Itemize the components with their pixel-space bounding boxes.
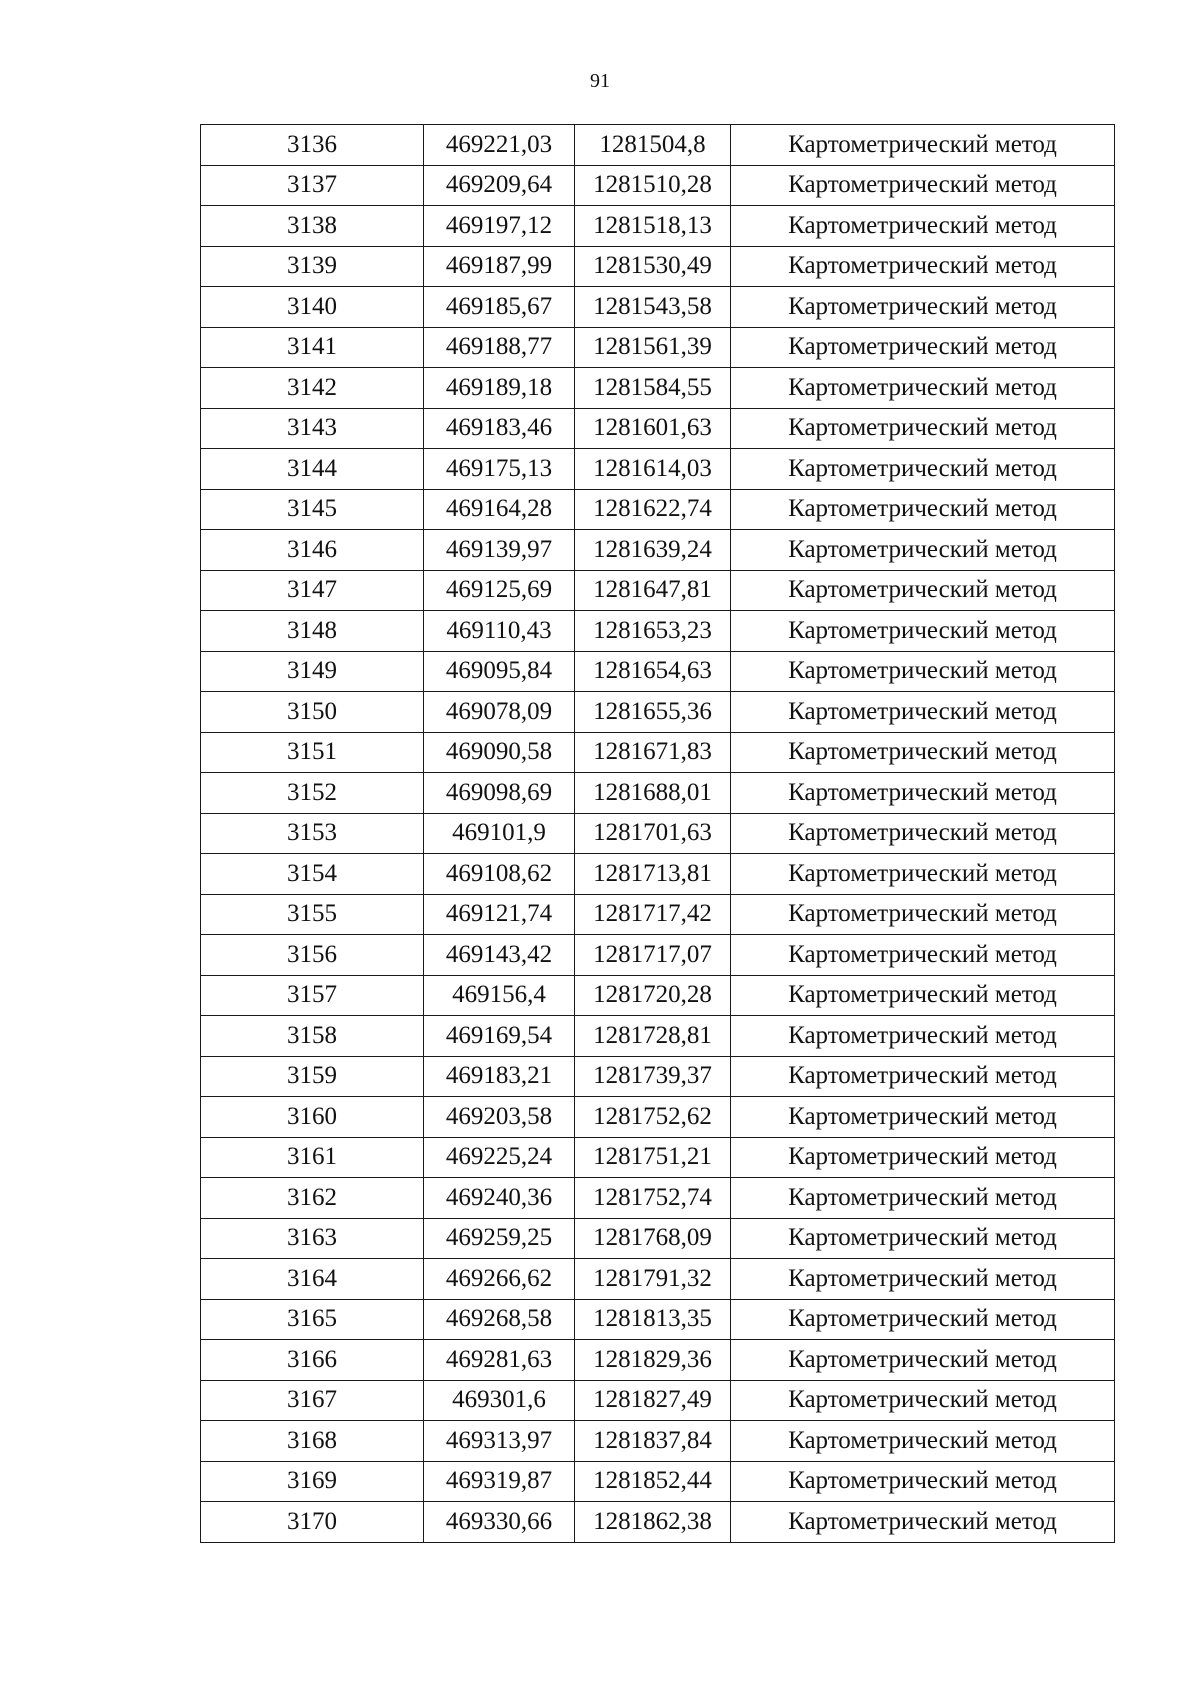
point-number-cell: 3142 bbox=[201, 368, 424, 409]
y-coordinate-cell: 1281671,83 bbox=[575, 732, 731, 773]
point-number-cell: 3153 bbox=[201, 813, 424, 854]
y-coordinate-cell: 1281601,63 bbox=[575, 408, 731, 449]
x-coordinate-cell: 469090,58 bbox=[424, 732, 575, 773]
point-number-cell: 3160 bbox=[201, 1097, 424, 1138]
x-coordinate-cell: 469121,74 bbox=[424, 894, 575, 935]
x-coordinate-cell: 469259,25 bbox=[424, 1218, 575, 1259]
method-cell: Картометрический метод bbox=[731, 1461, 1115, 1502]
table-row bbox=[201, 935, 1115, 976]
x-coordinate-cell: 469110,43 bbox=[424, 611, 575, 652]
table-row bbox=[201, 165, 1115, 206]
method-cell: Картометрический метод bbox=[731, 732, 1115, 773]
y-coordinate-cell: 1281543,58 bbox=[575, 287, 731, 328]
method-cell: Картометрический метод bbox=[731, 1380, 1115, 1421]
table-row bbox=[201, 611, 1115, 652]
method-cell: Картометрический метод bbox=[731, 651, 1115, 692]
method-cell: Картометрический метод bbox=[731, 246, 1115, 287]
point-number-cell: 3159 bbox=[201, 1056, 424, 1097]
point-number-cell: 3156 bbox=[201, 935, 424, 976]
table-row bbox=[201, 368, 1115, 409]
y-coordinate-cell: 1281827,49 bbox=[575, 1380, 731, 1421]
x-coordinate-cell: 469108,62 bbox=[424, 854, 575, 895]
y-coordinate-cell: 1281739,37 bbox=[575, 1056, 731, 1097]
x-coordinate-cell: 469078,09 bbox=[424, 692, 575, 733]
x-coordinate-cell: 469197,12 bbox=[424, 206, 575, 247]
x-coordinate-cell: 469281,63 bbox=[424, 1340, 575, 1381]
x-coordinate-cell: 469164,28 bbox=[424, 489, 575, 530]
point-number-cell: 3140 bbox=[201, 287, 424, 328]
point-number-cell: 3147 bbox=[201, 570, 424, 611]
table-row bbox=[201, 773, 1115, 814]
method-cell: Картометрический метод bbox=[731, 165, 1115, 206]
coordinates-table bbox=[200, 124, 1115, 1543]
y-coordinate-cell: 1281654,63 bbox=[575, 651, 731, 692]
x-coordinate-cell: 469203,58 bbox=[424, 1097, 575, 1138]
table-row bbox=[201, 1137, 1115, 1178]
x-coordinate-cell: 469330,66 bbox=[424, 1502, 575, 1543]
table-row bbox=[201, 894, 1115, 935]
method-cell: Картометрический метод bbox=[731, 611, 1115, 652]
x-coordinate-cell: 469225,24 bbox=[424, 1137, 575, 1178]
point-number-cell: 3167 bbox=[201, 1380, 424, 1421]
y-coordinate-cell: 1281530,49 bbox=[575, 246, 731, 287]
table-row bbox=[201, 975, 1115, 1016]
x-coordinate-cell: 469101,9 bbox=[424, 813, 575, 854]
table-row bbox=[201, 1097, 1115, 1138]
point-number-cell: 3164 bbox=[201, 1259, 424, 1300]
y-coordinate-cell: 1281717,07 bbox=[575, 935, 731, 976]
y-coordinate-cell: 1281717,42 bbox=[575, 894, 731, 935]
method-cell: Картометрический метод bbox=[731, 1421, 1115, 1462]
table-row bbox=[201, 1218, 1115, 1259]
table-row bbox=[201, 206, 1115, 247]
x-coordinate-cell: 469183,21 bbox=[424, 1056, 575, 1097]
x-coordinate-cell: 469143,42 bbox=[424, 935, 575, 976]
point-number-cell: 3163 bbox=[201, 1218, 424, 1259]
table-row bbox=[201, 1421, 1115, 1462]
method-cell: Картометрический метод bbox=[731, 1097, 1115, 1138]
point-number-cell: 3146 bbox=[201, 530, 424, 571]
y-coordinate-cell: 1281655,36 bbox=[575, 692, 731, 733]
table-row bbox=[201, 813, 1115, 854]
method-cell: Картометрический метод bbox=[731, 813, 1115, 854]
y-coordinate-cell: 1281510,28 bbox=[575, 165, 731, 206]
table-row bbox=[201, 1380, 1115, 1421]
point-number-cell: 3145 bbox=[201, 489, 424, 530]
table-row bbox=[201, 1340, 1115, 1381]
x-coordinate-cell: 469189,18 bbox=[424, 368, 575, 409]
table-row bbox=[201, 1259, 1115, 1300]
point-number-cell: 3155 bbox=[201, 894, 424, 935]
table-row bbox=[201, 854, 1115, 895]
x-coordinate-cell: 469266,62 bbox=[424, 1259, 575, 1300]
table-body bbox=[201, 125, 1115, 1543]
table-row bbox=[201, 530, 1115, 571]
y-coordinate-cell: 1281701,63 bbox=[575, 813, 731, 854]
y-coordinate-cell: 1281768,09 bbox=[575, 1218, 731, 1259]
table-row bbox=[201, 651, 1115, 692]
y-coordinate-cell: 1281713,81 bbox=[575, 854, 731, 895]
y-coordinate-cell: 1281728,81 bbox=[575, 1016, 731, 1057]
table-row bbox=[201, 1502, 1115, 1543]
point-number-cell: 3151 bbox=[201, 732, 424, 773]
table-row bbox=[201, 449, 1115, 490]
y-coordinate-cell: 1281688,01 bbox=[575, 773, 731, 814]
y-coordinate-cell: 1281584,55 bbox=[575, 368, 731, 409]
x-coordinate-cell: 469301,6 bbox=[424, 1380, 575, 1421]
x-coordinate-cell: 469209,64 bbox=[424, 165, 575, 206]
x-coordinate-cell: 469187,99 bbox=[424, 246, 575, 287]
point-number-cell: 3136 bbox=[201, 125, 424, 166]
point-number-cell: 3157 bbox=[201, 975, 424, 1016]
table-row bbox=[201, 408, 1115, 449]
y-coordinate-cell: 1281622,74 bbox=[575, 489, 731, 530]
table-row bbox=[201, 1461, 1115, 1502]
y-coordinate-cell: 1281639,24 bbox=[575, 530, 731, 571]
point-number-cell: 3144 bbox=[201, 449, 424, 490]
method-cell: Картометрический метод bbox=[731, 206, 1115, 247]
x-coordinate-cell: 469139,97 bbox=[424, 530, 575, 571]
method-cell: Картометрический метод bbox=[731, 1178, 1115, 1219]
method-cell: Картометрический метод bbox=[731, 287, 1115, 328]
x-coordinate-cell: 469319,87 bbox=[424, 1461, 575, 1502]
method-cell: Картометрический метод bbox=[731, 1299, 1115, 1340]
x-coordinate-cell: 469095,84 bbox=[424, 651, 575, 692]
point-number-cell: 3137 bbox=[201, 165, 424, 206]
y-coordinate-cell: 1281504,8 bbox=[575, 125, 731, 166]
table-row bbox=[201, 1299, 1115, 1340]
method-cell: Картометрический метод bbox=[731, 1340, 1115, 1381]
point-number-cell: 3169 bbox=[201, 1461, 424, 1502]
method-cell: Картометрический метод bbox=[731, 975, 1115, 1016]
y-coordinate-cell: 1281791,32 bbox=[575, 1259, 731, 1300]
y-coordinate-cell: 1281614,03 bbox=[575, 449, 731, 490]
page-number: 91 bbox=[590, 70, 610, 92]
method-cell: Картометрический метод bbox=[731, 327, 1115, 368]
x-coordinate-cell: 469188,77 bbox=[424, 327, 575, 368]
y-coordinate-cell: 1281852,44 bbox=[575, 1461, 731, 1502]
method-cell: Картометрический метод bbox=[731, 1259, 1115, 1300]
method-cell: Картометрический метод bbox=[731, 368, 1115, 409]
method-cell: Картометрический метод bbox=[731, 935, 1115, 976]
point-number-cell: 3141 bbox=[201, 327, 424, 368]
point-number-cell: 3162 bbox=[201, 1178, 424, 1219]
method-cell: Картометрический метод bbox=[731, 1056, 1115, 1097]
table-row bbox=[201, 732, 1115, 773]
y-coordinate-cell: 1281752,74 bbox=[575, 1178, 731, 1219]
x-coordinate-cell: 469313,97 bbox=[424, 1421, 575, 1462]
method-cell: Картометрический метод bbox=[731, 489, 1115, 530]
table-row bbox=[201, 1178, 1115, 1219]
x-coordinate-cell: 469240,36 bbox=[424, 1178, 575, 1219]
y-coordinate-cell: 1281862,38 bbox=[575, 1502, 731, 1543]
point-number-cell: 3168 bbox=[201, 1421, 424, 1462]
method-cell: Картометрический метод bbox=[731, 1016, 1115, 1057]
table-row bbox=[201, 246, 1115, 287]
method-cell: Картометрический метод bbox=[731, 1218, 1115, 1259]
table-row bbox=[201, 489, 1115, 530]
point-number-cell: 3166 bbox=[201, 1340, 424, 1381]
table-row bbox=[201, 570, 1115, 611]
point-number-cell: 3143 bbox=[201, 408, 424, 449]
y-coordinate-cell: 1281829,36 bbox=[575, 1340, 731, 1381]
method-cell: Картометрический метод bbox=[731, 408, 1115, 449]
x-coordinate-cell: 469268,58 bbox=[424, 1299, 575, 1340]
x-coordinate-cell: 469175,13 bbox=[424, 449, 575, 490]
x-coordinate-cell: 469098,69 bbox=[424, 773, 575, 814]
x-coordinate-cell: 469185,67 bbox=[424, 287, 575, 328]
method-cell: Картометрический метод bbox=[731, 773, 1115, 814]
method-cell: Картометрический метод bbox=[731, 1502, 1115, 1543]
method-cell: Картометрический метод bbox=[731, 530, 1115, 571]
method-cell: Картометрический метод bbox=[731, 1137, 1115, 1178]
y-coordinate-cell: 1281720,28 bbox=[575, 975, 731, 1016]
table-row bbox=[201, 692, 1115, 733]
point-number-cell: 3161 bbox=[201, 1137, 424, 1178]
method-cell: Картометрический метод bbox=[731, 570, 1115, 611]
y-coordinate-cell: 1281561,39 bbox=[575, 327, 731, 368]
table-row bbox=[201, 125, 1115, 166]
method-cell: Картометрический метод bbox=[731, 449, 1115, 490]
y-coordinate-cell: 1281751,21 bbox=[575, 1137, 731, 1178]
method-cell: Картометрический метод bbox=[731, 894, 1115, 935]
point-number-cell: 3149 bbox=[201, 651, 424, 692]
y-coordinate-cell: 1281647,81 bbox=[575, 570, 731, 611]
x-coordinate-cell: 469169,54 bbox=[424, 1016, 575, 1057]
table-row bbox=[201, 327, 1115, 368]
table-row bbox=[201, 1056, 1115, 1097]
table-row bbox=[201, 287, 1115, 328]
y-coordinate-cell: 1281813,35 bbox=[575, 1299, 731, 1340]
x-coordinate-cell: 469156,4 bbox=[424, 975, 575, 1016]
point-number-cell: 3150 bbox=[201, 692, 424, 733]
x-coordinate-cell: 469183,46 bbox=[424, 408, 575, 449]
y-coordinate-cell: 1281653,23 bbox=[575, 611, 731, 652]
table-row bbox=[201, 1016, 1115, 1057]
method-cell: Картометрический метод bbox=[731, 125, 1115, 166]
y-coordinate-cell: 1281752,62 bbox=[575, 1097, 731, 1138]
point-number-cell: 3138 bbox=[201, 206, 424, 247]
point-number-cell: 3170 bbox=[201, 1502, 424, 1543]
y-coordinate-cell: 1281518,13 bbox=[575, 206, 731, 247]
x-coordinate-cell: 469221,03 bbox=[424, 125, 575, 166]
point-number-cell: 3152 bbox=[201, 773, 424, 814]
point-number-cell: 3158 bbox=[201, 1016, 424, 1057]
point-number-cell: 3148 bbox=[201, 611, 424, 652]
x-coordinate-cell: 469125,69 bbox=[424, 570, 575, 611]
method-cell: Картометрический метод bbox=[731, 692, 1115, 733]
method-cell: Картометрический метод bbox=[731, 854, 1115, 895]
point-number-cell: 3154 bbox=[201, 854, 424, 895]
point-number-cell: 3165 bbox=[201, 1299, 424, 1340]
y-coordinate-cell: 1281837,84 bbox=[575, 1421, 731, 1462]
point-number-cell: 3139 bbox=[201, 246, 424, 287]
